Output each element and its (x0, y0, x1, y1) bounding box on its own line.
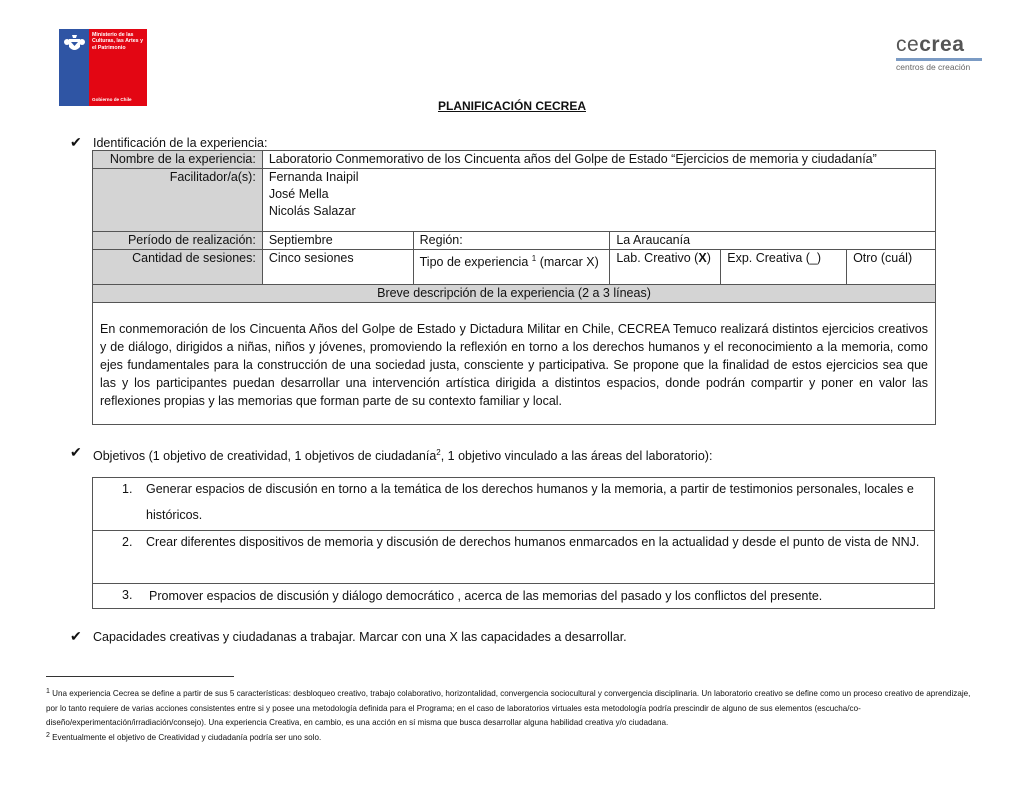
footnote-2 (46, 729, 981, 746)
tipo-suffix: (marcar X) (539, 255, 599, 270)
footnote-text: Eventualmente el objetivo de Creatividad y ciudadanía podría ser uno solo. (52, 733, 322, 742)
lab-creativo-mark: X (698, 251, 707, 265)
descripcion-text: En conmemoración de los Cincuenta Años del Golpe de Estado y Dictadura Militar en Chile, CECREA Temuco realizará distintos ejercicios creativos y de diálogo, dirigidos a niñas, niños y jóvenes, promoviendo la reflexión en torno a los derechos humanos y el reconocimiento a la memoria, como ejes fundamentales para la construcción de una sociedad justa, consciente y participativa. Se propone que la finalidad de estos ejercicios sea que las y los participantes puedan desarrollar una intervención artística dirigida a distintos espacios, donde podrán compartir y poner en valor las reflexiones propias y las memorias que forman parte de su contexto familiar y local. (93, 303, 936, 425)
footnote-divider (46, 676, 234, 677)
footnote-number: 1 (46, 688, 50, 695)
periodo-value: Septiembre (262, 232, 413, 250)
section-objetivos-label (93, 445, 712, 464)
tipo-label: Tipo de experiencia (419, 255, 529, 270)
ministerio-logo (59, 29, 147, 106)
nombre-label: Nombre de la experiencia: (93, 151, 263, 169)
cantidad-value: Cinco sesiones (262, 250, 413, 285)
objective-text: Promover espacios de discusión y diálogo democrático , acerca de las memorias del pasado y los conflictos del presente. (149, 589, 823, 603)
lab-creativo-label: Lab. Creativo ( (616, 251, 699, 265)
cecrea-logo (896, 33, 988, 71)
objetivos-footnote-ref: 2 (436, 448, 441, 457)
otro-option[interactable]: Otro (cuál) (847, 250, 936, 285)
objetivos-list (92, 477, 935, 609)
facilitador-name: Nicolás Salazar (268, 204, 356, 218)
facilitadores-list (262, 169, 935, 232)
objective-item (93, 531, 934, 584)
footnote-number: 2 (46, 732, 50, 739)
objective-item (93, 584, 934, 608)
coat-of-arms-icon (63, 33, 86, 55)
cantidad-label: Cantidad de sesiones: (93, 250, 263, 285)
tipo-footnote-ref: 1 (531, 254, 537, 263)
cecrea-brand-bold: crea (919, 33, 965, 56)
cecrea-brand-light: ce (896, 33, 920, 56)
objective-text: Crear diferentes dispositivos de memoria y discusión de derechos humanos enmarcados en la actualidad y desde el punto de vista de NNJ. (146, 535, 920, 549)
section-identificacion-label: Identificación de la experiencia: (93, 136, 268, 150)
lab-creativo-option[interactable]: Lab. Creativo (X) (610, 250, 721, 285)
region-label: Región: (413, 232, 610, 250)
objective-number: 2. (122, 535, 133, 549)
region-value: La Araucanía (610, 232, 936, 250)
page-title: PLANIFICACIÓN CECREA (437, 99, 586, 113)
check-icon: ✔ (70, 134, 82, 150)
tipo-experiencia-cell (413, 250, 610, 285)
check-icon: ✔ (70, 444, 82, 460)
objetivos-label-b: , 1 objetivo vinculado a las áreas del laboratorio): (440, 449, 713, 464)
objective-item (93, 478, 934, 531)
facilitador-name: Fernanda Inaipil (268, 170, 359, 184)
objective-text: Generar espacios de discusión en torno a la temática de los derechos humanos y la memoria, a partir de testimonios personales, locales e históricos. (146, 482, 914, 522)
gobierno-text: Gobierno de Chile (92, 97, 132, 102)
periodo-label: Período de realización: (93, 232, 263, 250)
objetivos-label-a: Objetivos (1 objetivo de creatividad, 1 objetivos de ciudadanía (93, 449, 437, 464)
section-capacidades-label: Capacidades creativas y ciudadanas a trabajar. Marcar con una X las capacidades a desarrollar. (93, 630, 627, 644)
identificacion-table (92, 150, 936, 425)
footnote-text: Una experiencia Cecrea se define a partir de sus 5 características: desbloqueo creativo, trabajo colaborativo, horizontalidad, convergencia sociocultural y convergencia disciplinaria. Un laboratorio creativo se define como un proceso creativo de aprendizaje, por lo tanto requiere de varias acciones consistentes entre si y posee una metodología definida para el Programa; en el caso de laboratorios virtuales esta metodología podría prescindir de alguno de sus elementos (escucha/co-diseño/experimentación/irradiación/consejo). Una experiencia Creativa, en cambio, es una acción en sí misma que busca desarrollar alguna habilidad creativa y/o ciudadana. (46, 689, 971, 727)
objective-number: 1. (122, 482, 133, 496)
check-icon: ✔ (70, 628, 82, 644)
cecrea-subtitle: centros de creación (896, 62, 971, 72)
facilitador-name: José Mella (268, 187, 329, 201)
footnote-1 (46, 685, 981, 731)
objective-number: 3. (122, 588, 133, 602)
nombre-value: Laboratorio Conmemorativo de los Cincuenta años del Golpe de Estado “Ejercicios de memoria y ciudadanía” (262, 151, 935, 169)
breve-descripcion-header: Breve descripción de la experiencia (2 a 3 líneas) (93, 285, 936, 303)
exp-creativa-option[interactable]: Exp. Creativa (_) (721, 250, 847, 285)
ministerio-text: Ministerio de las Culturas, las Artes y el Patrimonio (92, 32, 144, 51)
facilitador-label: Facilitador/a(s): (93, 169, 263, 232)
